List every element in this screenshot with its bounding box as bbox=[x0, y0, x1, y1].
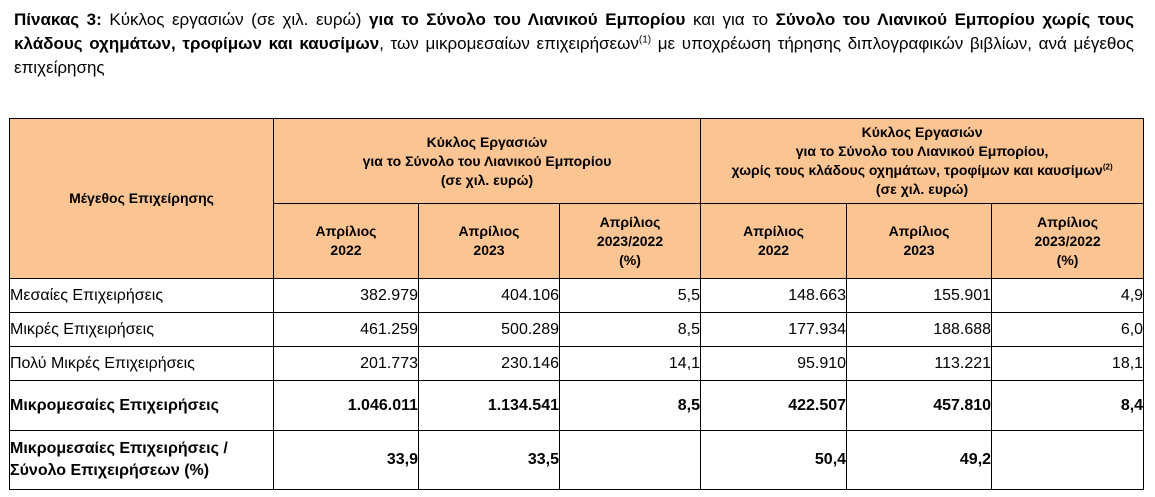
table-cell: 50,4 bbox=[701, 431, 847, 490]
table-cell: 422.507 bbox=[701, 381, 847, 431]
table-cell: 1.046.011 bbox=[274, 381, 419, 431]
caption-prefix: Πίνακας 3: bbox=[14, 10, 102, 29]
table-cell: 500.289 bbox=[419, 313, 560, 347]
table-cell: 33,9 bbox=[274, 431, 419, 490]
caption-bold-2: Σύνολο του Λιανικού Εμπορίου χωρίς τους κλάδους οχημάτων, τροφίμων και καυσίμων bbox=[14, 10, 1135, 53]
row-label: Μικρομεσαίες Επιχειρήσεις bbox=[10, 381, 274, 431]
table-cell: 4,9 bbox=[992, 279, 1144, 313]
table-cell: 188.688 bbox=[847, 313, 992, 347]
header-april-2023: Απρίλιος 2023 bbox=[419, 204, 560, 279]
table-cell bbox=[560, 431, 701, 490]
header-april-change-pct: Απρίλιος 2023/2022 (%) bbox=[560, 204, 701, 279]
table-cell: 113.221 bbox=[847, 347, 992, 381]
table-cell: 18,1 bbox=[992, 347, 1144, 381]
caption-text-4: με υποχρέωση τήρησης διπλογραφικών βιβλίων, ανά μέγεθος επιχείρησης bbox=[14, 34, 1134, 77]
table-cell: 148.663 bbox=[701, 279, 847, 313]
row-label: Πολύ Μικρές Επιχειρήσεις bbox=[10, 347, 274, 381]
table-cell: 155.901 bbox=[847, 279, 992, 313]
table-row bbox=[10, 313, 1144, 347]
table-cell: 382.979 bbox=[274, 279, 419, 313]
header-group-retail-excluding: Κύκλος Εργασιών για το Σύνολο του Λιανικού Εμπορίου, χωρίς τους κλάδους οχημάτων, τροφίμων και καυσίμων$^{(2)}$ (σε χιλ. ευρώ) bbox=[701, 119, 1144, 204]
table-cell: 6,0 bbox=[992, 313, 1144, 347]
caption-text-2: και για το bbox=[685, 10, 776, 29]
table-cell: 5,5 bbox=[560, 279, 701, 313]
table-row bbox=[10, 347, 1144, 381]
table-cell: 8,5 bbox=[560, 381, 701, 431]
table-cell: 1.134.541 bbox=[419, 381, 560, 431]
caption-bold-1: για το Σύνολο του Λιανικού Εμπορίου bbox=[369, 10, 686, 29]
header-group-total-retail: Κύκλος Εργασιών για το Σύνολο του Λιανικού Εμπορίου (σε χιλ. ευρώ) bbox=[274, 119, 701, 204]
table-cell: 201.773 bbox=[274, 347, 419, 381]
table-row-share bbox=[10, 431, 1144, 490]
caption-text-1: Κύκλος εργασιών (σε χιλ. ευρώ) bbox=[101, 10, 370, 29]
turnover-table bbox=[9, 118, 1144, 490]
header-footnote-2: (2) bbox=[1102, 162, 1113, 172]
table-cell: 8,5 bbox=[560, 313, 701, 347]
table-row-total bbox=[10, 381, 1144, 431]
table-cell: 457.810 bbox=[847, 381, 992, 431]
table-cell: 33,5 bbox=[419, 431, 560, 490]
table-caption bbox=[14, 8, 1134, 80]
table-cell: 8,4 bbox=[992, 381, 1144, 431]
table-cell: 461.259 bbox=[274, 313, 419, 347]
table-cell: 14,1 bbox=[560, 347, 701, 381]
table-cell: 177.934 bbox=[701, 313, 847, 347]
table-cell: 49,2 bbox=[847, 431, 992, 490]
header-april-change-pct-excl: Απρίλιος 2023/2022 (%) bbox=[992, 204, 1144, 279]
table-cell: 230.146 bbox=[419, 347, 560, 381]
header-april-2022-excl: Απρίλιος 2022 bbox=[701, 204, 847, 279]
table-cell bbox=[992, 431, 1144, 490]
table-cell: 95.910 bbox=[701, 347, 847, 381]
header-april-2023-excl: Απρίλιος 2023 bbox=[847, 204, 992, 279]
header-april-2022: Απρίλιος 2022 bbox=[274, 204, 419, 279]
table-row bbox=[10, 279, 1144, 313]
row-label: Μεσαίες Επιχειρήσεις bbox=[10, 279, 274, 313]
caption-footnote-1: (1) bbox=[638, 34, 652, 46]
row-label: Μικρές Επιχειρήσεις bbox=[10, 313, 274, 347]
caption-text-3: , των μικρομεσαίων επιχειρήσεων bbox=[379, 34, 639, 53]
header-business-size: Μέγεθος Επιχείρησης bbox=[10, 119, 274, 279]
row-label: Μικρομεσαίες Επιχειρήσεις / Σύνολο Επιχειρήσεων (%) bbox=[10, 431, 274, 490]
table-cell: 404.106 bbox=[419, 279, 560, 313]
